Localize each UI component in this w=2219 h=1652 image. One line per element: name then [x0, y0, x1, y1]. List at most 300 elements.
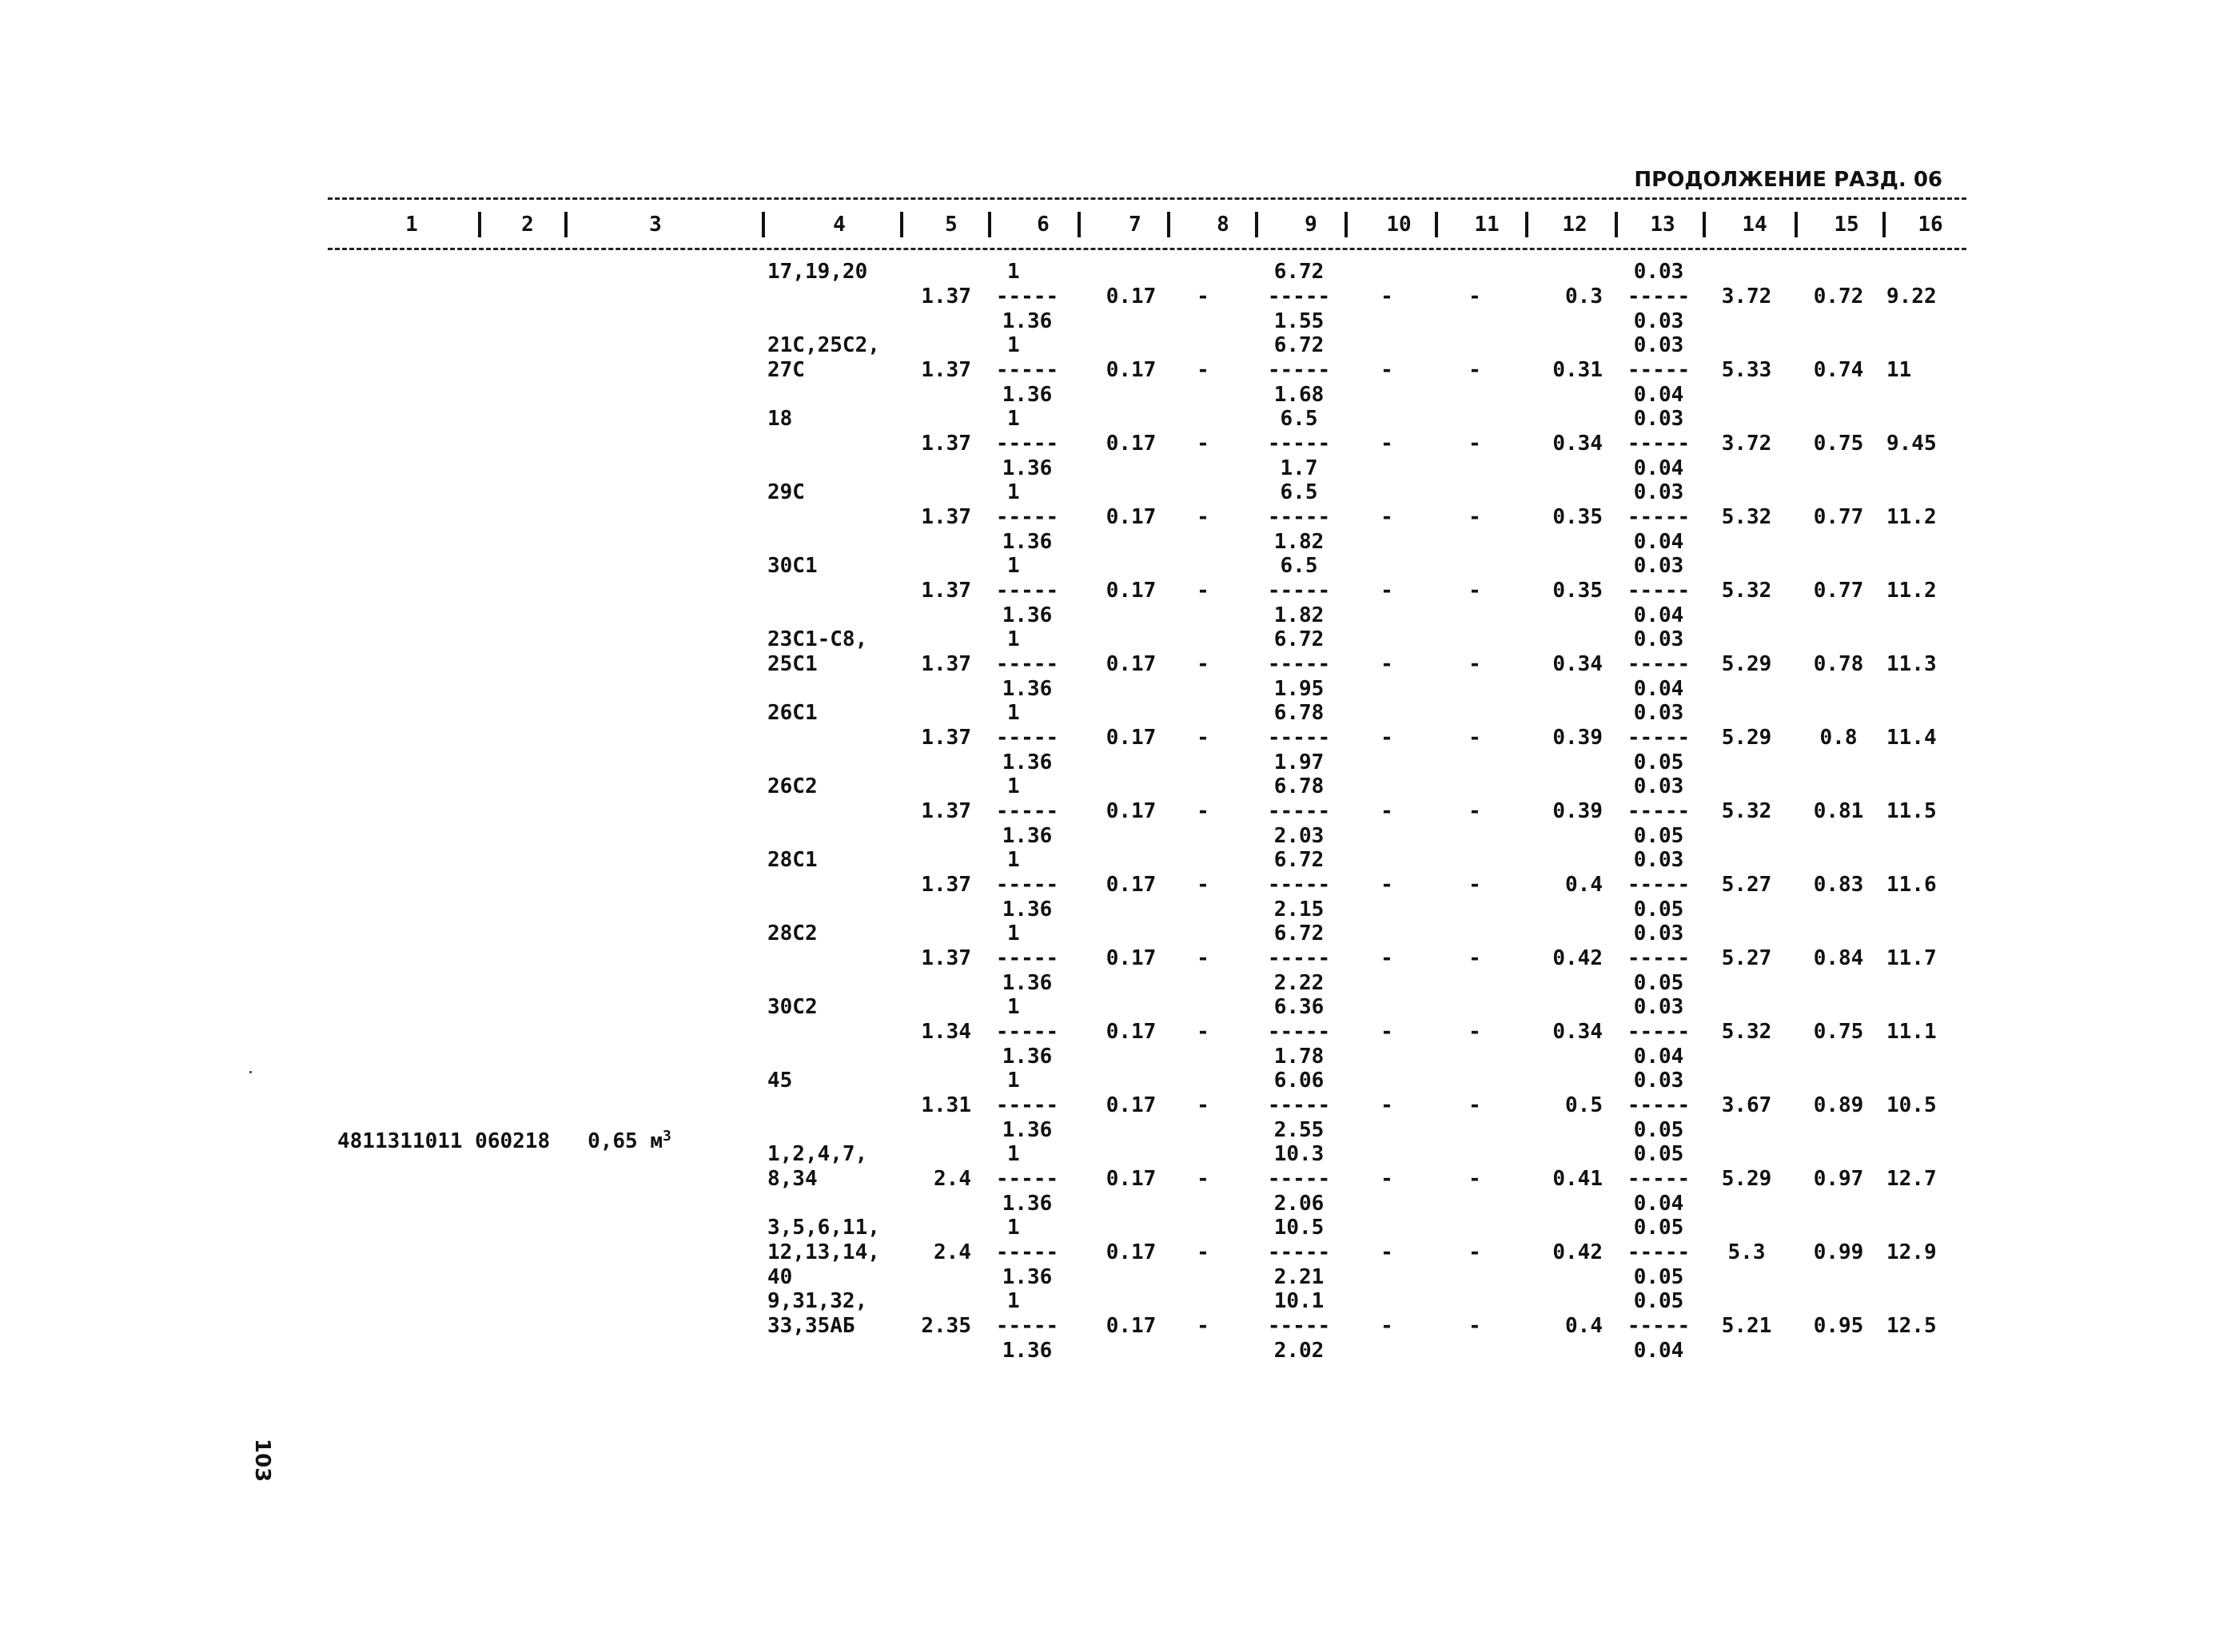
cell-col-7: 0.17	[1106, 1240, 1157, 1264]
column-header-14: 14	[1742, 213, 1767, 237]
cell-col-10: -	[1380, 799, 1393, 823]
cell-col-15: 0.95	[1813, 1314, 1864, 1338]
cell-col-16: 11	[1886, 358, 1912, 382]
cell-col-9-line-2: -----	[1267, 285, 1331, 309]
cell-col-13-line-3: 0.04	[1633, 530, 1684, 554]
column-header-16: 16	[1918, 213, 1943, 237]
cell-col-6-line-2: -----	[995, 799, 1059, 823]
cell-col-13-line-1: 0.03	[1633, 995, 1684, 1019]
cell-col-5: 1.37	[921, 285, 971, 309]
column-separator	[1345, 212, 1348, 237]
column-header-5: 5	[945, 213, 958, 237]
cell-col-16: 12.9	[1886, 1240, 1937, 1264]
cell-col-6-line-2: -----	[995, 652, 1059, 676]
cell-col-11: -	[1468, 652, 1481, 676]
cell-col-4-line-1: 28С2	[767, 922, 818, 945]
cell-col-12: 0.35	[1552, 505, 1603, 529]
cell-col-8: -	[1197, 1240, 1209, 1264]
cell-col-13-line-2: -----	[1627, 726, 1691, 750]
cell-col-12: 0.34	[1552, 652, 1603, 676]
cell-col-6-line-2: -----	[995, 579, 1059, 603]
cell-col-9-line-1: 6.78	[1273, 701, 1325, 725]
cell-col-13-line-2: -----	[1627, 358, 1691, 382]
cell-col-11: -	[1468, 946, 1481, 970]
table-row	[0, 627, 2219, 701]
cell-col-14: 5.29	[1721, 1167, 1772, 1191]
cell-col-13-line-2: -----	[1627, 1167, 1691, 1191]
cell-col-6-line-2: -----	[995, 1167, 1059, 1191]
cell-col-6-line-1: 1	[1007, 1142, 1020, 1166]
cell-col-9-line-2: -----	[1267, 726, 1331, 750]
column-separator	[1078, 212, 1081, 237]
cell-col-13-line-3: 0.04	[1633, 1192, 1684, 1216]
cell-col-6-line-3: 1.36	[1002, 383, 1053, 407]
cell-col-9-line-1: 6.5	[1280, 407, 1318, 431]
cell-col-16: 12.5	[1886, 1314, 1937, 1338]
cell-col-16: 9.45	[1886, 432, 1937, 456]
cell-col-13-line-2: -----	[1627, 873, 1691, 897]
column-separator	[1435, 212, 1438, 237]
cell-col-13-line-3: 0.04	[1633, 456, 1684, 480]
table-row	[0, 260, 2219, 333]
cell-col-6-line-2: -----	[995, 505, 1059, 529]
cell-col-6-line-3: 1.36	[1002, 1265, 1053, 1289]
cell-col-14: 5.32	[1721, 799, 1772, 823]
column-header-3: 3	[649, 213, 662, 237]
cell-col-13-line-2: -----	[1627, 1314, 1691, 1338]
cell-col-11: -	[1468, 505, 1481, 529]
cell-col-9-line-1: 6.72	[1273, 333, 1325, 357]
cell-col-7: 0.17	[1106, 1167, 1157, 1191]
cell-col-12: 0.34	[1552, 432, 1603, 456]
cell-col-6-line-1: 1	[1007, 848, 1020, 872]
cell-col-6-line-2: -----	[995, 873, 1059, 897]
cell-col-4-line-1: 26С1	[767, 701, 818, 725]
column-header-13: 13	[1650, 213, 1675, 237]
cell-col-11: -	[1468, 1314, 1481, 1338]
cell-col-5: 2.4	[934, 1240, 971, 1264]
cell-col-9-line-2: -----	[1267, 799, 1331, 823]
cell-col-13-line-3: 0.04	[1633, 1045, 1684, 1069]
cell-col-8: -	[1197, 1020, 1209, 1044]
cell-col-8: -	[1197, 505, 1209, 529]
cell-col-11: -	[1468, 1093, 1481, 1117]
column-header-8: 8	[1217, 213, 1229, 237]
cell-col-15: 0.84	[1813, 946, 1864, 970]
cell-col-13-line-1: 0.03	[1633, 333, 1684, 357]
cell-col-6-line-2: -----	[995, 432, 1059, 456]
cell-col-6-line-3: 1.36	[1002, 750, 1053, 774]
cell-col-13-line-1: 0.03	[1633, 848, 1684, 872]
cell-col-12: 0.35	[1552, 579, 1603, 603]
cell-col-9-line-3: 1.7	[1280, 456, 1318, 480]
cell-col-4-line-2: 12,13,14,	[767, 1240, 880, 1264]
cell-col-15: 0.78	[1813, 652, 1864, 676]
table-row	[0, 480, 2219, 554]
cell-col-13-line-1: 0.03	[1633, 701, 1684, 725]
cell-col-13-line-1: 0.03	[1633, 627, 1684, 651]
cell-col-13-line-2: -----	[1627, 1020, 1691, 1044]
cell-col-13-line-1: 0.03	[1633, 260, 1684, 284]
cell-col-14: 5.32	[1721, 505, 1772, 529]
cell-col-13-line-2: -----	[1627, 505, 1691, 529]
cell-col-16: 11.4	[1886, 726, 1937, 750]
cell-col-9-line-2: -----	[1267, 505, 1331, 529]
cell-col-5: 1.37	[921, 652, 971, 676]
cell-col-5: 1.37	[921, 946, 971, 970]
cell-col-15: 0.77	[1813, 505, 1864, 529]
cell-col-6-line-3: 1.36	[1002, 1339, 1053, 1363]
cell-col-8: -	[1197, 1093, 1209, 1117]
cell-col-13-line-1: 0.05	[1633, 1142, 1684, 1166]
product-quantity: 0,65 м	[588, 1129, 663, 1153]
cell-col-12: 0.39	[1552, 726, 1603, 750]
cell-col-14: 5.3	[1727, 1240, 1766, 1264]
cell-col-4-line-1: 45	[767, 1069, 793, 1093]
column-separator	[564, 212, 568, 237]
cell-col-16: 11.1	[1886, 1020, 1937, 1044]
cell-col-15: 0.74	[1813, 358, 1864, 382]
column-header-12: 12	[1562, 213, 1588, 237]
cell-col-12: 0.4	[1565, 873, 1603, 897]
column-separator	[762, 212, 765, 237]
cell-col-10: -	[1380, 873, 1393, 897]
cell-col-16: 12.7	[1886, 1167, 1937, 1191]
cell-col-8: -	[1197, 1167, 1209, 1191]
cell-col-11: -	[1468, 579, 1481, 603]
cell-col-10: -	[1380, 946, 1393, 970]
cell-col-8: -	[1197, 799, 1209, 823]
page-number: 103	[250, 1439, 274, 1483]
cell-col-13-line-3: 0.05	[1633, 824, 1684, 848]
cell-col-11: -	[1468, 358, 1481, 382]
cell-col-13-line-1: 0.03	[1633, 554, 1684, 578]
cell-col-8: -	[1197, 1314, 1209, 1338]
cell-col-10: -	[1380, 1240, 1393, 1264]
cell-col-13-line-2: -----	[1627, 1093, 1691, 1117]
cell-col-5: 1.37	[921, 505, 971, 529]
cell-col-6-line-3: 1.36	[1002, 456, 1053, 480]
cell-col-4-line-1: 3,5,6,11,	[767, 1216, 880, 1240]
cell-col-9-line-1: 6.5	[1280, 480, 1318, 504]
table-row	[0, 922, 2219, 995]
header-rule-bottom	[328, 248, 1966, 250]
column-separator	[1255, 212, 1258, 237]
column-separator	[1882, 212, 1886, 237]
column-header-4: 4	[833, 213, 846, 237]
cell-col-8: -	[1197, 946, 1209, 970]
cell-col-5: 1.37	[921, 579, 971, 603]
cell-col-6-line-1: 1	[1007, 554, 1020, 578]
cell-col-13-line-2: -----	[1627, 799, 1691, 823]
cell-col-13-line-3: 0.05	[1633, 1118, 1684, 1142]
cell-col-12: 0.31	[1552, 358, 1603, 382]
cell-col-7: 0.17	[1106, 505, 1157, 529]
cell-col-7: 0.17	[1106, 799, 1157, 823]
cell-col-6-line-3: 1.36	[1002, 1045, 1053, 1069]
table-row	[0, 995, 2219, 1069]
cell-col-11: -	[1468, 1240, 1481, 1264]
cell-col-12: 0.39	[1552, 799, 1603, 823]
cell-col-13-line-1: 0.05	[1633, 1216, 1684, 1240]
column-header-15: 15	[1834, 213, 1859, 237]
cell-col-14: 3.67	[1721, 1093, 1772, 1117]
cell-col-7: 0.17	[1106, 873, 1157, 897]
cell-col-9-line-1: 6.78	[1273, 774, 1325, 798]
cell-col-8: -	[1197, 358, 1209, 382]
cell-col-9-line-3: 1.55	[1273, 309, 1325, 333]
cell-col-4-line-1: 28С1	[767, 848, 818, 872]
cell-col-11: -	[1468, 1167, 1481, 1191]
cell-col-6-line-2: -----	[995, 1020, 1059, 1044]
cell-col-9-line-2: -----	[1267, 358, 1331, 382]
table-row	[0, 1069, 2219, 1142]
cell-col-13-line-3: 0.04	[1633, 603, 1684, 627]
cell-col-15: 0.8	[1819, 726, 1858, 750]
cell-col-4-line-2: 27С	[767, 358, 805, 382]
column-separator	[1167, 212, 1170, 237]
cell-col-11: -	[1468, 1020, 1481, 1044]
column-separator	[988, 212, 991, 237]
cell-col-13-line-1: 0.03	[1633, 922, 1684, 945]
cell-col-7: 0.17	[1106, 946, 1157, 970]
cell-col-7: 0.17	[1106, 579, 1157, 603]
cell-col-16: 11.2	[1886, 505, 1937, 529]
cell-col-13-line-1: 0.03	[1633, 1069, 1684, 1093]
cell-col-13-line-2: -----	[1627, 1240, 1691, 1264]
cell-col-4-line-1: 21С,25С2,	[767, 333, 880, 357]
column-separator	[900, 212, 903, 237]
table-row	[0, 848, 2219, 922]
cell-col-13-line-1: 0.03	[1633, 407, 1684, 431]
cell-col-13-line-2: -----	[1627, 579, 1691, 603]
cell-col-9-line-1: 10.3	[1273, 1142, 1325, 1166]
table-row	[0, 1216, 2219, 1289]
cell-col-8: -	[1197, 432, 1209, 456]
cell-col-4-line-3: 40	[767, 1265, 793, 1289]
cell-col-9-line-2: -----	[1267, 652, 1331, 676]
cell-col-14: 5.27	[1721, 946, 1772, 970]
cell-col-13-line-3: 0.05	[1633, 898, 1684, 922]
margin-mark	[249, 1071, 252, 1073]
cell-col-15: 0.83	[1813, 873, 1864, 897]
cell-col-9-line-1: 6.72	[1273, 922, 1325, 945]
cell-col-15: 0.75	[1813, 1020, 1864, 1044]
cell-col-4-line-1: 18	[767, 407, 793, 431]
cell-col-12: 0.42	[1552, 946, 1603, 970]
column-header-9: 9	[1305, 213, 1317, 237]
cell-col-4-line-2: 33,35АБ	[767, 1314, 855, 1338]
cell-col-9-line-2: -----	[1267, 1240, 1331, 1264]
cell-col-6-line-2: -----	[995, 1240, 1059, 1264]
cell-col-10: -	[1380, 652, 1393, 676]
cell-col-10: -	[1380, 1093, 1393, 1117]
cell-col-4-line-1: 23С1-С8,	[767, 627, 868, 651]
cell-col-15: 0.75	[1813, 432, 1864, 456]
table-row	[0, 554, 2219, 627]
cell-col-6-line-2: -----	[995, 726, 1059, 750]
cell-col-6-line-3: 1.36	[1002, 309, 1053, 333]
cell-col-9-line-2: -----	[1267, 432, 1331, 456]
cell-col-9-line-2: -----	[1267, 946, 1331, 970]
quantity-unit-exponent: 3	[663, 1128, 671, 1144]
column-header-2: 2	[521, 213, 534, 237]
cell-col-10: -	[1380, 432, 1393, 456]
cell-col-6-line-1: 1	[1007, 1216, 1020, 1240]
cell-col-9-line-3: 1.82	[1273, 603, 1325, 627]
cell-col-10: -	[1380, 1314, 1393, 1338]
cell-col-4-line-2: 8,34	[767, 1167, 818, 1191]
cell-col-6-line-3: 1.36	[1002, 603, 1053, 627]
cell-col-9-line-1: 10.1	[1273, 1289, 1325, 1313]
column-separator	[1795, 212, 1798, 237]
cell-col-6-line-1: 1	[1007, 701, 1020, 725]
cell-col-13-line-3: 0.05	[1633, 1265, 1684, 1289]
cell-col-5: 1.37	[921, 432, 971, 456]
cell-col-11: -	[1468, 799, 1481, 823]
cell-col-4-line-1: 9,31,32,	[767, 1289, 868, 1313]
cell-col-15: 0.81	[1813, 799, 1864, 823]
cell-col-8: -	[1197, 579, 1209, 603]
cell-col-10: -	[1380, 285, 1393, 309]
cell-col-10: -	[1380, 726, 1393, 750]
cell-col-13-line-1: 0.03	[1633, 480, 1684, 504]
column-header-7: 7	[1129, 213, 1141, 237]
table-row	[0, 333, 2219, 407]
cell-col-9-line-3: 2.06	[1273, 1192, 1325, 1216]
cell-col-15: 0.89	[1813, 1093, 1864, 1117]
cell-col-12: 0.4	[1565, 1314, 1603, 1338]
cell-col-14: 5.21	[1721, 1314, 1772, 1338]
cell-col-16: 11.6	[1886, 873, 1937, 897]
cell-col-5: 1.31	[921, 1093, 971, 1117]
column-header-1: 1	[405, 213, 418, 237]
cell-col-16: 11.7	[1886, 946, 1937, 970]
cell-col-16: 11.5	[1886, 799, 1937, 823]
column-header-6: 6	[1037, 213, 1050, 237]
column-header-11: 11	[1474, 213, 1500, 237]
cell-col-16: 11.2	[1886, 579, 1937, 603]
cell-col-6-line-1: 1	[1007, 1069, 1020, 1093]
cell-col-6-line-2: -----	[995, 946, 1059, 970]
cell-col-6-line-3: 1.36	[1002, 971, 1053, 995]
table-row	[0, 701, 2219, 774]
table-row	[0, 774, 2219, 848]
cell-col-9-line-1: 10.5	[1273, 1216, 1325, 1240]
cell-col-10: -	[1380, 579, 1393, 603]
cell-col-6-line-1: 1	[1007, 995, 1020, 1019]
cell-col-15: 0.99	[1813, 1240, 1864, 1264]
cell-col-12: 0.42	[1552, 1240, 1603, 1264]
cell-col-16: 11.3	[1886, 652, 1937, 676]
cell-col-6-line-2: -----	[995, 358, 1059, 382]
cell-col-14: 5.32	[1721, 579, 1772, 603]
column-separator	[478, 212, 481, 237]
cell-col-6-line-1: 1	[1007, 922, 1020, 945]
cell-col-9-line-3: 2.03	[1273, 824, 1325, 848]
cell-col-12: 0.5	[1565, 1093, 1603, 1117]
cell-col-5: 1.37	[921, 873, 971, 897]
cell-col-9-line-3: 2.15	[1273, 898, 1325, 922]
cell-col-15: 0.97	[1813, 1167, 1864, 1191]
cell-col-14: 3.72	[1721, 285, 1772, 309]
cell-col-9-line-3: 2.55	[1273, 1118, 1325, 1142]
header-rule-top	[328, 197, 1966, 200]
cell-col-9-line-2: -----	[1267, 1093, 1331, 1117]
cell-col-6-line-1: 1	[1007, 260, 1020, 284]
cell-col-13-line-3: 0.04	[1633, 677, 1684, 701]
cell-col-13-line-2: -----	[1627, 946, 1691, 970]
cell-col-14: 5.29	[1721, 652, 1772, 676]
cell-col-7: 0.17	[1106, 285, 1157, 309]
cell-col-4-line-1: 17,19,20	[767, 260, 868, 284]
page-header-title: ПРОДОЛЖЕНИЕ РАЗД. 06	[1634, 168, 1942, 192]
cell-col-12: 0.3	[1565, 285, 1603, 309]
cell-col-8: -	[1197, 873, 1209, 897]
cell-col-9-line-3: 2.02	[1273, 1339, 1325, 1363]
cell-col-9-line-1: 6.72	[1273, 627, 1325, 651]
cell-col-13-line-3: 0.05	[1633, 971, 1684, 995]
cell-col-6-line-3: 1.36	[1002, 1118, 1053, 1142]
cell-col-9-line-2: -----	[1267, 1314, 1331, 1338]
cell-col-14: 5.33	[1721, 358, 1772, 382]
cell-col-6-line-2: -----	[995, 1093, 1059, 1117]
cell-col-6-line-1: 1	[1007, 407, 1020, 431]
cell-col-6-line-1: 1	[1007, 774, 1020, 798]
cell-col-13-line-2: -----	[1627, 652, 1691, 676]
cell-col-9-line-1: 6.72	[1273, 848, 1325, 872]
cell-col-14: 5.27	[1721, 873, 1772, 897]
cell-col-9-line-2: -----	[1267, 1020, 1331, 1044]
cell-col-14: 3.72	[1721, 432, 1772, 456]
cell-col-13-line-1: 0.03	[1633, 774, 1684, 798]
cell-col-7: 0.17	[1106, 726, 1157, 750]
cell-col-16: 9.22	[1886, 285, 1937, 309]
cell-col-13-line-2: -----	[1627, 285, 1691, 309]
cell-col-8: -	[1197, 726, 1209, 750]
cell-col-6-line-3: 1.36	[1002, 824, 1053, 848]
cell-col-9-line-3: 1.97	[1273, 750, 1325, 774]
cell-col-9-line-2: -----	[1267, 1167, 1331, 1191]
cell-col-7: 0.17	[1106, 358, 1157, 382]
cell-col-9-line-1: 6.06	[1273, 1069, 1325, 1093]
cell-col-6-line-1: 1	[1007, 1289, 1020, 1313]
cell-col-11: -	[1468, 432, 1481, 456]
cell-col-6-line-1: 1	[1007, 333, 1020, 357]
cell-col-11: -	[1468, 873, 1481, 897]
cell-col-9-line-3: 2.21	[1273, 1265, 1325, 1289]
cell-col-9-line-1: 6.5	[1280, 554, 1318, 578]
cell-col-7: 0.17	[1106, 1093, 1157, 1117]
cell-col-4-line-1: 26С2	[767, 774, 818, 798]
product-code	[337, 1125, 671, 1157]
cell-col-5: 1.34	[921, 1020, 971, 1044]
cell-col-14: 5.29	[1721, 726, 1772, 750]
cell-col-15: 0.77	[1813, 579, 1864, 603]
cell-col-6-line-3: 1.36	[1002, 898, 1053, 922]
product-code-number: 4811311011 060218	[337, 1129, 551, 1153]
cell-col-8: -	[1197, 285, 1209, 309]
cell-col-6-line-1: 1	[1007, 627, 1020, 651]
cell-col-13-line-3: 0.04	[1633, 1339, 1684, 1363]
column-header-10: 10	[1386, 213, 1412, 237]
cell-col-9-line-3: 1.95	[1273, 677, 1325, 701]
cell-col-7: 0.17	[1106, 1314, 1157, 1338]
cell-col-4-line-1: 29С	[767, 480, 805, 504]
cell-col-15: 0.72	[1813, 285, 1864, 309]
cell-col-9-line-3: 2.22	[1273, 971, 1325, 995]
cell-col-4-line-2: 25С1	[767, 652, 818, 676]
